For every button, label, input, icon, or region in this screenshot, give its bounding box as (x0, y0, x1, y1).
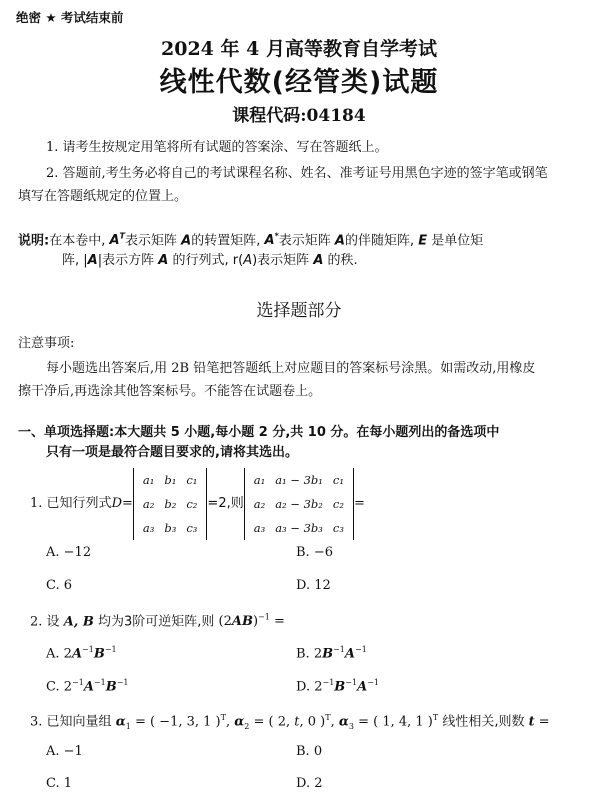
attention-label: 注意事项: (18, 336, 75, 351)
q1-option-a: A. −12 (46, 545, 92, 560)
q2-option-b: B. $2B^{-1}A^{-1}$ (296, 645, 367, 662)
course-code: 课程代码:04184 (232, 106, 366, 126)
q3-option-c: C. 1 (46, 776, 73, 791)
attention-line2: 擦干净后,再选涂其他答案标号。不能答在试题卷上。 (18, 384, 322, 399)
q3-option-d: D. 2 (296, 776, 323, 791)
q2-option-d: D. $2^{-1}B^{-1}A^{-1}$ (296, 678, 379, 695)
question-3: 3. 已知向量组 $\alpha_1$ = ( −1, 3, 1 )$^T$, $\alpha_2$ = ( 2, t, 0 )$^T$, $\alpha_3$ = ( 1, 4, 1 )$^T$ 线性相关,则数 t = (30, 713, 550, 731)
question-1: 1. 已知行列式 D = a₁ b₁ c₁ a₂ b₂ c₂ a₃ b₃ c₃ =2,则 a₁ a₁ − 3b₁ c₁ a₂ a₂ − 3b₂ c₂ a₃ a₃ − 3b₃ c₃ = (30, 468, 365, 540)
instruction-2-line2: 填写在答题纸规定的位置上。 (18, 189, 188, 204)
main-title: 线性代数(经管类)试题 (159, 67, 439, 98)
q1-option-d: D. 12 (296, 578, 331, 593)
q3-option-a: A. −1 (46, 744, 83, 759)
note-line1: 说明:在本卷中, $A^T$表示矩阵 A的转置矩阵, A*表示矩阵 A的伴随矩阵, E 是单位矩 (18, 232, 484, 249)
determinant-d: a₁ b₁ c₁ a₂ b₂ c₂ a₃ b₃ c₃ (133, 468, 208, 540)
section-title: 选择题部分 (256, 301, 342, 321)
q2-option-a: A. $2A^{-1}B^{-1}$ (46, 645, 117, 662)
attention-line1: 每小题选出答案后,用 2B 铅笔把答题纸上对应题目的答案标号涂黑。如需改动,用橡皮 (46, 361, 536, 376)
determinant-target: a₁ a₁ − 3b₁ c₁ a₂ a₂ − 3b₂ c₂ a₃ a₃ − 3b₃ c₃ (244, 468, 354, 540)
question-2: 2. 设 A, B 均为3阶可逆矩阵,则 $(2AB)^{-1}$ = (30, 613, 285, 630)
instruction-1: 1. 请考生按规定用笔将所有试题的答案涂、写在答题纸上。 (46, 140, 388, 155)
note-label: 说明: (18, 233, 50, 249)
instruction-2-line1: 2. 答题前,考生务必将自己的考试课程名称、姓名、准考证号用黑色字迹的签字笔或钢笔 (46, 166, 548, 181)
part1-header-line2: 只有一项是最符合题目要求的,请将其选出。 (46, 445, 298, 460)
note-line2: 阵, |A|表示方阵 A 的行列式, r(A)表示矩阵 A 的秩. (62, 253, 358, 268)
confidential-label: 绝密 ★ 考试结束前 (16, 10, 124, 25)
exam-title: 2024 年 4 月高等教育自学考试 (161, 38, 437, 60)
q2-option-c: C. $2^{-1}A^{-1}B^{-1}$ (46, 678, 129, 695)
q1-option-b: B. −6 (296, 545, 333, 560)
q1-option-c: C. 6 (46, 578, 73, 593)
q3-option-b: B. 0 (296, 744, 323, 759)
part1-header-line1: 一、单项选择题:本大题共 5 小题,每小题 2 分,共 10 分。在每小题列出的备选项中 (18, 425, 500, 440)
